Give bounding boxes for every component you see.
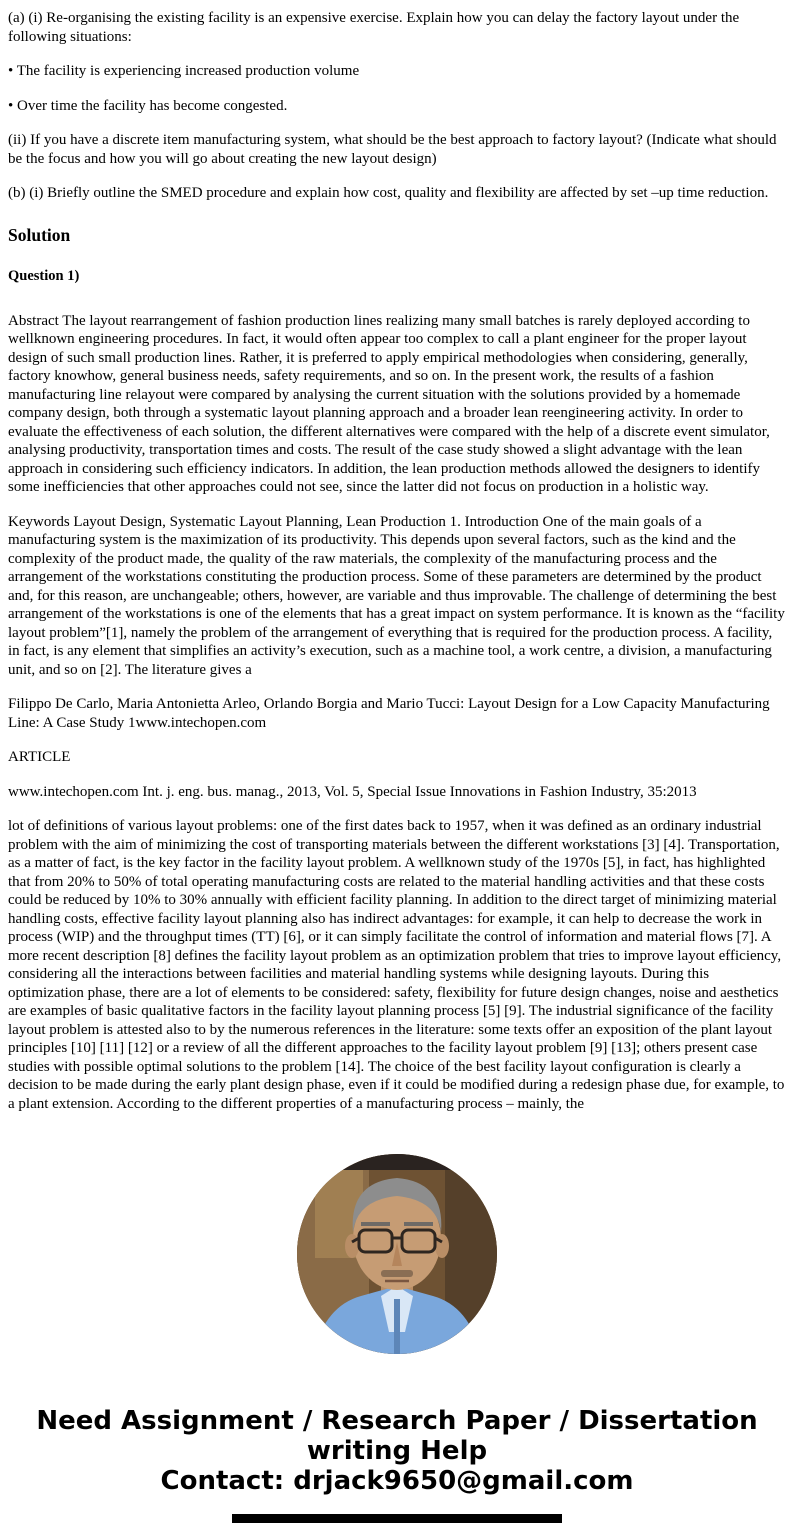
abstract-paragraph: Abstract The layout rearrangement of fashion production lines realizing many small batches is rarely deployed according to wellknown engineering procedures. In fact, it would often appear too complex to call a plant engineer for the proper layout design of such small production lines. Rather, it is preferred to apply empirical methodologies when considering, generally, factory knowhow, general business needs, safety requirements, and so on. In the present work, the results of a fashion manufacturing line relayout were compared by analysing the current situation with the solutions provided by a homemade company design, both through a systematic layout planning approach and a broader lean reengineering activity. In order to evaluate the effectiveness of each solution, the different alternatives were compared with the help of a discrete event simulator, analysing productivity, transportation times and costs. The result of the case study showed a slight advantage with the lean approach in considering such efficiency indicators. In addition, the lean production methods allowed the designers to identify some inefficiencies that other approaches could not see, since the latter did not focus on production in a holistic way. [8, 312, 770, 495]
body-paragraph: lot of definitions of various layout problems: one of the first dates back to 1957, when it was defined as an ordinary industrial problem with the aim of minimizing the cost of transporting materials between the different workstations [3] [4]. Transportation, as a matter of fact, is the key factor in the facility layout problem. A wellknown study of the 1970s [5], in fact, has highlighted that from 20% to 50% of total operating manufacturing costs are related to the material handling activities and that these costs could be reduced by 10% to 30% annually with efficient facility planning. In addition to the direct target of minimizing material handling costs, effective facility layout planning also has indirect advantages: for example, it can help to decrease the work in process (WIP) and the throughput times (TT) [6], or it can simply facilitate the control of information and material flows [7]. A more recent description [8] defines the facility layout problem as an optimization problem that tries to improve layout efficiency, considering all the interactions between facilities and material handling systems while designing layouts. During this optimization phase, there are a lot of elements to be considered: safety, flexibility for future design changes, noise and aesthetics are examples of basic qualitative factors in the facility layout planning process [5] [9]. The industrial significance of the facility layout problem is attested also to by the numerous references in the literature: some texts offer an exposition of the plant layout principles [10] [11] [12] or a review of all the different approaches to the facility layout problem [9] [13]; others present case studies with possible optimal solutions to the problem [14]. The choice of the best facility layout configuration is clearly a decision to be made during the early plant design phase, even if it could be modified during a redesign phase due, for example, to a plant extension. According to the different properties of a manufacturing process – mainly, the [8, 818, 785, 1112]
citation-line: Filippo De Carlo, Maria Antonietta Arleo, Orlando Borgia and Mario Tucci: Layout Design for a Low Capacity Manufacturing Line: A Case Study 1www.intechopen.com [8, 696, 770, 731]
help-banner-heading: Need Assignment / Research Paper / Dissertation writing Help [36, 1406, 758, 1466]
help-banner [0, 1406, 794, 1496]
photo-section [0, 1154, 794, 1354]
keywords-introduction-paragraph: Keywords Layout Design, Systematic Layout Planning, Lean Production 1. Introduction One of the main goals of a manufacturing system is the maximization of its productivity. This depends upon several factors, such as the kind and the complexity of the product made, the quality of the raw materials, the complexity of the manufacturing process and the arrangement of the workstations constituting the production process. Some of these parameters are determined by the product and, for this reason, are unchangeable; others, however, are variable and thus improvable. The challenge of determining the best arrangement of the workstations is one of the elements that has a great impact on system performance. It is known as the “facility layout problem”[1], namely the problem of the arrangement of everything that is required for the production process. A facility, in fact, is any element that simplifies an activity’s execution, such as a machine tool, a work centre, a division, a manufacturing unit, and so on [2]. The literature gives a [8, 513, 785, 678]
question1-heading: Question 1) [8, 268, 80, 284]
video-player-bar [232, 1514, 562, 1523]
question-part-a-ii: (ii) If you have a discrete item manufacturing system, what should be the best approach to factory layout? (Indicate what should be the focus and how you will go about creating the new layout design) [8, 132, 777, 167]
question-part-a-i: (a) (i) Re-organising the existing facility is an expensive exercise. Explain how you can delay the factory layout under the following situations: [8, 10, 740, 45]
author-photo [297, 1154, 497, 1354]
question-bullet-2: • Over time the facility has become congested. [8, 97, 288, 114]
contact-email-line: Contact: drjack9650@gmail.com [160, 1466, 634, 1496]
question-bullet-1: • The facility is experiencing increased production volume [8, 63, 360, 79]
journal-reference-line: www.intechopen.com Int. j. eng. bus. manag., 2013, Vol. 5, Special Issue Innovations in Fashion Industry, 35:2013 [8, 783, 697, 800]
question-part-b-i: (b) (i) Briefly outline the SMED procedure and explain how cost, quality and flexibility are affected by set –up time reduction. [8, 185, 769, 201]
article-label: ARTICLE [8, 749, 71, 765]
solution-heading: Solution [8, 224, 71, 245]
